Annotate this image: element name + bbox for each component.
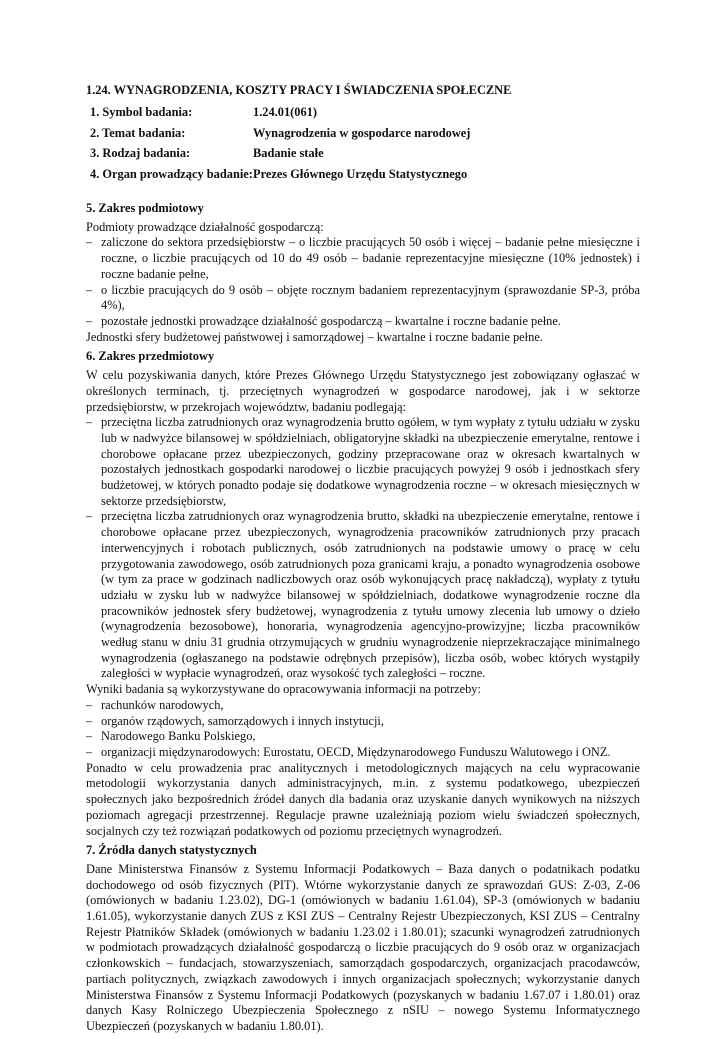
document-title: 1.24. WYNAGRODZENIA, KOSZTY PRACY I ŚWIADCZENIA SPOŁECZNE <box>86 83 512 97</box>
meta-label: 2. Temat badania: <box>90 125 186 140</box>
bullet-list <box>86 235 640 329</box>
meta-value: Badanie stałe <box>253 146 324 161</box>
meta-row <box>90 144 470 165</box>
list-item: – zaliczone do sektora przedsiębiorstw – o liczbie pracujących 50 osób i więcej – badanie pełne miesięczne i roczne, o liczbie pracujących od 10 do 49 osób – badanie reprezentacyjne miesięczne (10% jednostek) i roczne badanie pełne, <box>86 235 640 282</box>
bullet-list <box>86 415 640 682</box>
meta-row <box>90 164 470 185</box>
paragraph: Podmioty prowadzące działalność gospodarczą: <box>86 219 324 234</box>
list-item: – pozostałe jednostki prowadzące działalność gospodarczą – kwartalne i roczne badanie pełne. <box>86 314 640 330</box>
section-heading: 5. Zakres podmiotowy <box>86 201 204 216</box>
paragraph: Wyniki badania są wykorzystywane do opracowywania informacji na potrzeby: <box>86 682 481 697</box>
list-item: – organizacji międzynarodowych: Eurostatu, OECD, Międzynarodowego Funduszu Walutowego i ONZ. <box>86 745 640 761</box>
paragraph: Dane Ministerstwa Finansów z Systemu Informacji Podatkowych – Baza danych o podatnikach podatku dochodowego od osób fizycznych (PIT). Wtórne wykorzystanie danych ze sprawozdań GUS: Z-03, Z-06 (omówionych w badaniu 1.23.02), DG-1 (omówionych w badaniu 1.61.04), SP-3 (omówionych w badaniu 1.61.05), wykorzystanie danych ZUS z KSI ZUS – Centralny Rejestr Ubezpieczonych, KSI ZUS – Centralny Rejestr Płatników Składek (omówionych w badaniu 1.23.02 i 1.80.01); szacunki wynagrodzeń zatrudnionych w podmiotach prowadzących działalność gospodarczą o liczbie pracujących do 9 osób oraz w organizacjach członkowskich – fundacjach, stowarzyszeniach, samorządach gospodarczych, organizacjach pracodawców, partiach politycznych, związkach zawodowych i innych organizacjach społecznych; wykorzystanie danych Ministerstwa Finansów z Systemu Informacji Podatkowych (pozyskanych w badaniu 1.67.07 i 1.80.01) oraz danych Kasy Rolniczego Ubezpieczenia Społecznego z nSIU – nowego Systemu Informatycznego Ubezpieczeń (pozyskanych w badaniu 1.80.01). <box>86 861 640 1033</box>
meta-label: 4. Organ prowadzący badanie: <box>90 166 253 181</box>
list-item: – Narodowego Banku Polskiego, <box>86 729 640 745</box>
study-metadata-table <box>90 103 470 185</box>
list-item: – przeciętna liczba zatrudnionych oraz wynagrodzenia brutto ogółem, w tym wypłaty z tytułu udziału w zysku lub w nadwyżce bilansowej w spółdzielniach, obligatoryjne składki na ubezpieczenie emerytalne, rentowe i chorobowe opłacane przez ubezpieczonych, godziny przepracowane oraz w okresach kwartalnych w pozostałych jednostkach gospodarki narodowej o liczbie pracujących powyżej 9 osób i jednostkach sfery budżetowej, w których ponadto podaje się dodatkowe wynagrodzenia roczne – w okresach miesięcznych w sektorze przedsiębiorstw, <box>86 415 640 509</box>
meta-row <box>90 103 470 124</box>
section-subject-scope <box>86 201 640 345</box>
section-heading: 7. Źródła danych statystycznych <box>86 843 257 858</box>
meta-label: 1. Symbol badania: <box>90 105 193 120</box>
section-heading: 6. Zakres przedmiotowy <box>86 349 215 364</box>
list-item: – organów rządowych, samorządowych i innych instytucji, <box>86 714 640 730</box>
bullet-list <box>86 698 640 761</box>
section-object-scope <box>86 349 640 839</box>
meta-label: 3. Rodzaj badania: <box>90 146 191 161</box>
list-item: – przeciętna liczba zatrudnionych oraz wynagrodzenia brutto, składki na ubezpieczenie emerytalne, rentowe i chorobowe opłacane przez ubezpieczonych, wynagrodzenia pracowników zatrudnionych przy pracach interwencyjnych i robotach publicznych, osób zatrudnionych na podstawie umowy o pracę w celu przygotowania zawodowego, osób zatrudnionych poza granicami kraju, a ponadto wynagrodzenia osobowe (w tym za prace w godzinach nadliczbowych oraz osób wykonujących pracę nakładczą), wypłaty z tytułu udziału w zysku lub w nadwyżce bilansowej w spółdzielniach, dodatkowe wynagrodzenie roczne dla pracowników jednostek sfery budżetowej, wynagrodzenia z tytułu umowy zlecenia lub umowy o dzieło (wynagrodzenia bezosobowe), honoraria, wynagrodzenia agencyjno-prowizyjne; liczba pracowników według stanu w dniu 31 grudnia otrzymujących w grudniu wynagrodzenie nieprzekraczające minimalnego wynagrodzenia (ogłaszanego na podstawie odrębnych przepisów), liczba osób, wobec których wystąpiły zaległości w wypłacie wynagrodzeń, oraz wysokość tych zaległości – roczne. <box>86 509 640 682</box>
meta-value: Prezes Głównego Urzędu Statystycznego <box>253 166 468 181</box>
document-page <box>86 83 640 1039</box>
meta-value: Wynagrodzenia w gospodarce narodowej <box>253 125 471 140</box>
list-item: – rachunków narodowych, <box>86 698 640 714</box>
section-data-sources <box>86 843 640 1034</box>
paragraph: W celu pozyskiwania danych, które Prezes Głównego Urzędu Statystycznego jest zobowiązany ogłaszać w określonych terminach, tj. przeciętnych wynagrodzeń w gospodarce narodowej, jak i w sektorze przedsiębiorstw, w przekrojach województw, badaniu podlegają: <box>86 368 640 414</box>
list-item: – o liczbie pracujących do 9 osób – objęte rocznym badaniem reprezentacyjnym (sprawozdanie SP-3, próba 4%), <box>86 283 640 314</box>
meta-value: 1.24.01(061) <box>253 105 318 120</box>
meta-row <box>90 123 470 144</box>
paragraph: Jednostki sfery budżetowej państwowej i samorządowej – kwartalne i roczne badanie pełne. <box>86 329 543 344</box>
paragraph: Ponadto w celu prowadzenia prac analitycznych i metodologicznych mających na celu wypracowanie metodologii wykorzystania danych administracyjnych, m.in. z systemu podatkowego, ubezpieczeń społecznych jako bezpośrednich źródeł danych dla badania oraz uzyskanie danych wynikowych na niższych poziomach agregacji przestrzennej. Regulacje prawne uzależniają poziom wielu świadczeń społecznych, socjalnych czy też rozwiązań podatkowych od poziomu przeciętnych wynagrodzeń. <box>86 760 640 838</box>
